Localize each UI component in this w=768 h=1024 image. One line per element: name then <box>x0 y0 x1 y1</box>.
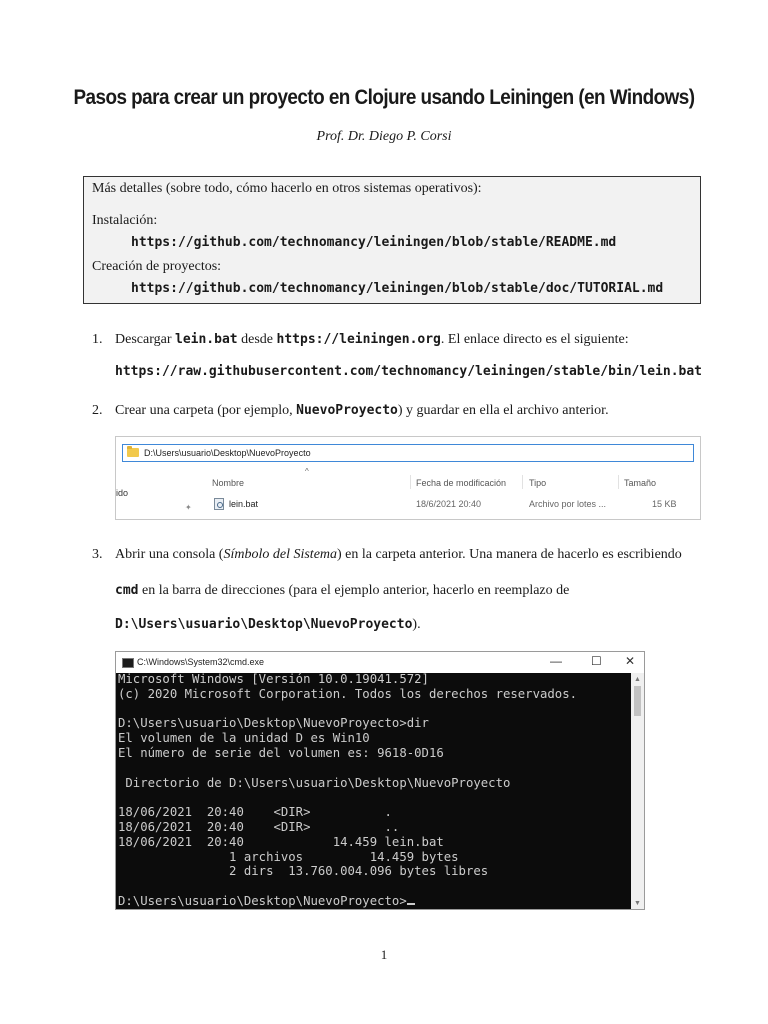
cmd-line: 18/06/2021 20:40 14.459 lein.bat <box>118 834 444 849</box>
projects-label: Creación de proyectos: <box>92 259 222 274</box>
file-row-size: 15 KB <box>652 499 677 509</box>
column-separator <box>618 475 619 489</box>
cmd-window-title: C:\Windows\System32\cmd.exe <box>137 657 265 667</box>
cmd-line: Microsoft Windows [Versión 10.0.19041.572] <box>118 672 429 686</box>
cmd-line: 18/06/2021 20:40 <DIR> .. <box>118 819 400 834</box>
terminal-icon <box>122 658 134 668</box>
cmd-scrollbar[interactable] <box>631 673 644 909</box>
explorer-address-bar[interactable] <box>122 444 694 462</box>
step-3-line-1 <box>115 547 682 563</box>
info-box <box>83 176 701 304</box>
cmd-output[interactable] <box>118 672 632 908</box>
file-row-type: Archivo por lotes ... <box>529 499 607 509</box>
step-3-text-d: ). <box>412 617 421 632</box>
nav-pane-item-partial[interactable]: ido <box>116 488 129 498</box>
cmd-line: El número de serie del volumen es: 9618-0D16 <box>118 745 444 760</box>
page-number: 1 <box>380 947 388 962</box>
batch-file-icon <box>214 498 224 510</box>
minimize-icon[interactable]: — <box>550 654 562 668</box>
step-2-text <box>115 403 609 419</box>
step-1-code-filename: lein.bat <box>175 332 238 347</box>
cmd-line: 2 dirs 13.760.004.096 bytes libres <box>118 864 489 879</box>
sort-ascending-icon: ^ <box>305 467 309 476</box>
step-3-number: 3. <box>92 547 103 562</box>
install-label: Instalación: <box>92 213 158 228</box>
install-url[interactable]: https://github.com/technomancy/leiningen/blob/stable/README.md <box>131 235 617 250</box>
close-icon[interactable]: ✕ <box>625 654 636 668</box>
scrollbar-thumb[interactable] <box>634 686 641 716</box>
step-3-line-2 <box>115 583 569 599</box>
scroll-up-icon[interactable]: ▲ <box>634 675 641 683</box>
explorer-screenshot <box>115 436 701 520</box>
cmd-cursor <box>407 903 415 905</box>
step-1-text-b: desde <box>237 332 277 347</box>
cmd-line: El volumen de la unidad D es Win10 <box>118 731 370 746</box>
info-box-heading: Más detalles (sobre todo, cómo hacerlo en otros sistemas operativos): <box>92 181 482 196</box>
column-header-type[interactable]: Tipo <box>529 478 547 488</box>
step-3-line-3 <box>115 617 421 633</box>
column-header-name[interactable]: Nombre <box>212 478 245 488</box>
projects-url[interactable]: https://github.com/technomancy/leiningen/blob/stable/doc/TUTORIAL.md <box>131 281 664 296</box>
file-row-name[interactable]: lein.bat <box>229 499 259 509</box>
step-1-number: 1. <box>92 332 103 347</box>
cmd-prompt: D:\Users\usuario\Desktop\NuevoProyecto> <box>118 893 407 908</box>
pin-icon: ✦ <box>185 503 192 512</box>
cmd-title-bar <box>116 652 644 673</box>
maximize-icon[interactable]: ☐ <box>591 654 602 668</box>
step-1-text-a: Descargar <box>115 332 175 347</box>
cmd-line: Directorio de D:\Users\usuario\Desktop\NuevoProyecto <box>118 775 511 790</box>
cmd-line: (c) 2020 Microsoft Corporation. Todos los derechos reservados. <box>118 686 578 701</box>
column-separator <box>522 475 523 489</box>
step-3-code-path: D:\Users\usuario\Desktop\NuevoProyecto <box>115 617 413 632</box>
step-2-text-b: ) y guardar en ella el archivo anterior. <box>397 403 609 418</box>
column-separator <box>410 475 411 489</box>
explorer-address-text: D:\Users\usuario\Desktop\NuevoProyecto <box>144 448 311 458</box>
step-1-code-site[interactable]: https://leiningen.org <box>276 332 441 347</box>
folder-icon <box>127 448 139 457</box>
step-3-text-b: ) en la carpeta anterior. Una manera de hacerlo es escribiendo <box>337 547 682 562</box>
cmd-line: 18/06/2021 20:40 <DIR> . <box>118 805 392 820</box>
document-title: Pasos para crear un proyecto en Clojure usando Leiningen (en Windows) <box>73 86 695 109</box>
step-2-number: 2. <box>92 403 103 418</box>
document-author: Prof. Dr. Diego P. Corsi <box>316 129 452 144</box>
column-header-modified[interactable]: Fecha de modificación <box>416 478 507 488</box>
step-1-text <box>115 332 629 348</box>
cmd-line: D:\Users\usuario\Desktop\NuevoProyecto>dir <box>118 716 429 731</box>
step-3-text-a: Abrir una consola ( <box>115 547 224 562</box>
step-2-code-folder: NuevoProyecto <box>296 403 398 418</box>
step-1-direct-link[interactable]: https://raw.githubusercontent.com/technomancy/leiningen/stable/bin/lein.bat <box>115 364 702 379</box>
cmd-line: 1 archivos 14.459 bytes <box>118 849 459 864</box>
step-3-text-c: en la barra de direcciones (para el ejemplo anterior, hacerlo en reemplazo de <box>138 583 570 598</box>
step-3-code-cmd: cmd <box>115 583 139 598</box>
column-header-size[interactable]: Tamaño <box>624 478 657 488</box>
step-2-text-a: Crear una carpeta (por ejemplo, <box>115 403 297 418</box>
step-3-italic-term: Símbolo del Sistema <box>223 547 338 562</box>
step-1-text-c: . El enlace directo es el siguiente: <box>440 332 629 347</box>
scroll-down-icon[interactable]: ▼ <box>634 899 641 907</box>
file-row-modified: 18/6/2021 20:40 <box>416 499 482 509</box>
cmd-window-screenshot <box>115 651 645 910</box>
